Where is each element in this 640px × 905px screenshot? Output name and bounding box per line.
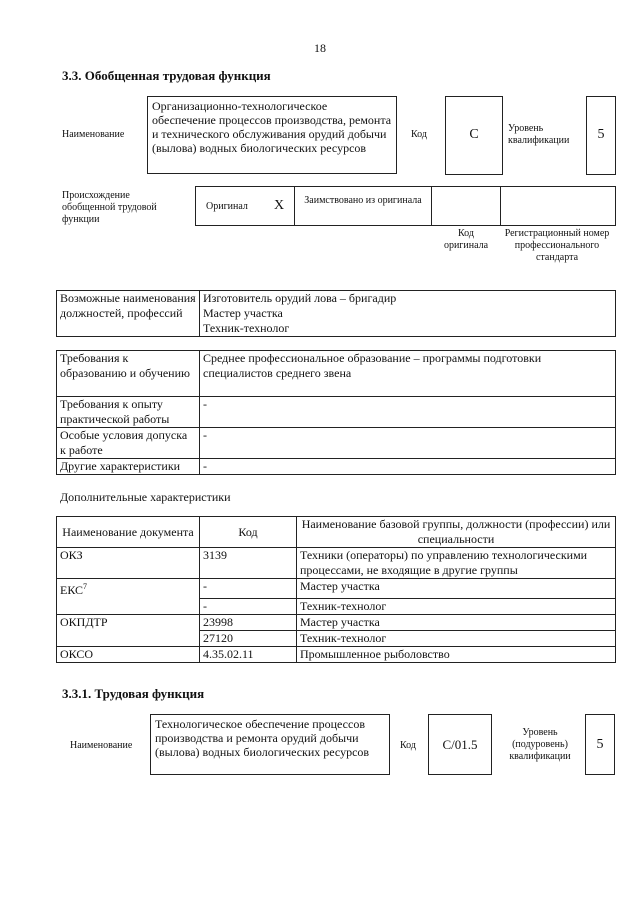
requirements-table (56, 350, 616, 475)
gtf-level-box (586, 96, 616, 175)
gtf-level-label: Уровень квалификации (508, 123, 570, 146)
gtf-code-box (445, 96, 503, 175)
table-row (57, 630, 616, 646)
tf-level-label: Уровень (подуровень) квалификации (509, 727, 571, 762)
position-item: Техник-технолог (203, 321, 290, 335)
gtf-name-label: Наименование (62, 129, 125, 140)
position-item: Изготовитель орудий лова – бригадир (203, 291, 397, 305)
table-row (57, 548, 616, 579)
row-code: 3139 (200, 548, 297, 579)
req-conditions-label: Особые условия допуска к работе (57, 428, 200, 459)
row-doc (57, 598, 200, 614)
req-experience-label: Требования к опыту практической работы (57, 397, 200, 428)
header-document: Наименование документа (57, 517, 200, 548)
row-name: Мастер участка (297, 614, 616, 630)
positions-table (56, 290, 616, 337)
tf-code-value: C/01.5 (442, 737, 478, 752)
tf-level-value: 5 (596, 737, 604, 752)
req-education-label: Требования к образованию и обучению (57, 351, 200, 397)
table-row (57, 614, 616, 630)
row-doc: ОКПДТР (57, 614, 200, 630)
tf-code-box (428, 714, 492, 775)
table-row (57, 598, 616, 614)
gtf-name-value: Организационно-технологическое обеспечение процессов производства, ремонта и технического обслуживания орудий добычи (вылова) водных биологических ресурсов (147, 96, 397, 174)
tf-name-value: Технологическое обеспечение процессов производства и ремонта орудий добычи (вылова) водных биологических ресурсов (150, 714, 390, 775)
row-name: Техник-технолог (297, 630, 616, 646)
row-code: 4.35.02.11 (200, 646, 297, 662)
additional-title: Дополнительные характеристики (60, 490, 231, 504)
tf-name-label: Наименование (70, 740, 133, 751)
row-code: - (200, 598, 297, 614)
additional-table (56, 516, 616, 663)
req-experience-value: - (200, 397, 616, 428)
req-other-label: Другие характеристики (57, 459, 200, 475)
subsection-title: 3.3.1. Трудовая функция (62, 686, 205, 701)
row-doc: ОКЗ (57, 548, 200, 579)
origin-reg-cell (500, 186, 616, 226)
position-item: Мастер участка (203, 306, 283, 320)
row-doc (57, 579, 200, 599)
origin-original-label: Оригинал (206, 201, 248, 212)
header-name: Наименование базовой группы, должности (профессии) или специальности (297, 517, 616, 548)
origin-code-cell (431, 186, 501, 226)
page-number: 18 (314, 41, 326, 55)
origin-original-cell (195, 186, 295, 226)
tf-code-label: Код (400, 740, 416, 751)
req-conditions-value: - (200, 428, 616, 459)
row-name: Техники (операторы) по управлению технологическими процессами, не входящие в другие группы (297, 548, 616, 579)
row-doc-footnote: 7 (83, 582, 88, 591)
row-doc (57, 630, 200, 646)
origin-borrowed-label: Заимствовано из оригинала (294, 186, 432, 226)
origin-reg-caption: Регистрационный номер профессионального стандарта (504, 228, 610, 263)
section-title: 3.3. Обобщенная трудовая функция (62, 68, 271, 83)
row-doc-text: ЕКС (60, 583, 84, 597)
positions-values (200, 291, 616, 337)
origin-label: Происхождение обобщенной трудовой функции (62, 190, 157, 225)
req-education-value: Среднее профессиональное образование – программы подготовки специалистов среднего звена (200, 351, 616, 397)
table-row (57, 646, 616, 662)
gtf-code-value: C (469, 127, 479, 142)
row-doc: ОКСО (57, 646, 200, 662)
row-name: Мастер участка (297, 579, 616, 599)
gtf-level-value: 5 (597, 127, 605, 142)
header-code: Код (200, 517, 297, 548)
req-other-value: - (200, 459, 616, 475)
origin-original-mark: X (274, 198, 285, 213)
row-code: - (200, 579, 297, 599)
row-code: 27120 (200, 630, 297, 646)
row-code: 23998 (200, 614, 297, 630)
row-name: Промышленное рыболовство (297, 646, 616, 662)
origin-code-caption: Код оригинала (443, 228, 489, 251)
positions-label: Возможные наименования должностей, профессий (57, 291, 200, 337)
row-name: Техник-технолог (297, 598, 616, 614)
table-row (57, 579, 616, 599)
gtf-code-label: Код (411, 129, 427, 140)
tf-level-box (585, 714, 615, 775)
